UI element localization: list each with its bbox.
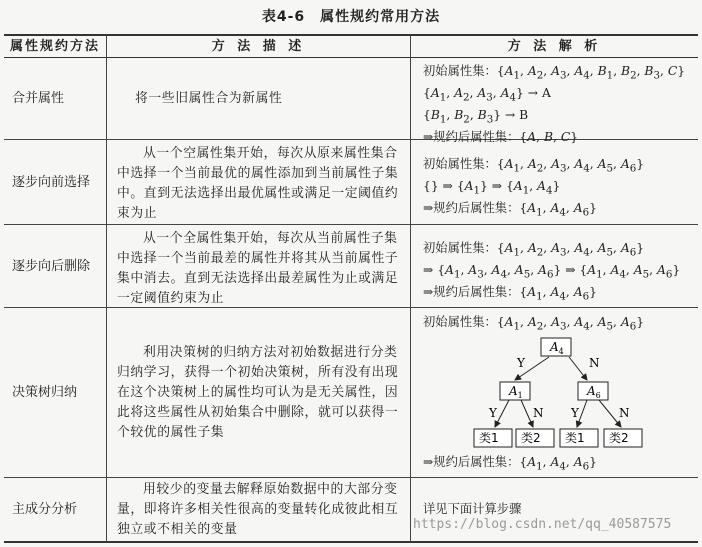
tree-label-yes: Y — [517, 356, 525, 370]
analysis-line: ⇒规约后属性集：{$A_1$, $A_4$, $A_6$} — [423, 284, 597, 303]
header-method: 属性规约方法 — [9, 39, 100, 54]
analysis-line: ⇒规约后属性集：{$A_1$, $A_4$, $A_6$} — [423, 200, 597, 219]
row-method-merge: 合并属性 — [12, 91, 65, 106]
analysis-line: {$A_1$, $A_2$, $A_3$, $A_4\} \to A$ — [423, 85, 551, 104]
tree-label-yes: Y — [571, 406, 579, 420]
analysis-line: 初始属性集：{$A_1$, $A_2$, $A_3$, $A_4$, $A_5$, $A_6$} — [423, 157, 645, 175]
watermark: https://blog.csdn.net/qq_40587575 — [413, 517, 672, 532]
tree-leaf-label: 类2 — [609, 431, 629, 445]
tree-label-no: N — [533, 406, 544, 420]
row-analysis-tree-result — [411, 454, 698, 476]
tree-node-a1-label: $A_1$ — [509, 384, 523, 400]
header-description: 方 法 描 述 — [211, 39, 306, 54]
tree-label-no: N — [619, 406, 630, 420]
tree-edge-root-right — [569, 357, 587, 380]
table-caption: 表4-6 属性规约常用方法 — [261, 9, 441, 25]
row-method-forward: 逐步向前选择 — [12, 174, 91, 190]
row-desc-pca: 用较少的变量去解释原始数据中的大部分变量，即将许多相关性很高的变量转化成彼此相互独立或不相关的变量 — [117, 482, 399, 537]
row-method-tree: 决策树归纳 — [12, 385, 78, 400]
tree-edge-a6-right — [599, 400, 621, 427]
analysis-line: {$B_1$, $B_2$, $B_3\} \to B$ — [423, 107, 529, 126]
tree-edge-a1-right — [521, 400, 533, 427]
row-desc-forward: 从一个空属性集开始，每次从原来属性集合中选择一个当前最优的属性添加到当前属性子集中。直到无法选择出最优属性或满足一定阈值约束为止 — [117, 146, 399, 221]
analysis-line: 初始属性集：{$A_1$, $A_2$, $A_3$, $A_4$, $A_5$, $A_6$} — [423, 241, 645, 259]
row-analysis-merge — [411, 63, 698, 146]
tree-leaf-label: 类2 — [521, 431, 541, 445]
row-method-backward: 逐步向后删除 — [12, 258, 91, 274]
tree-leaf-label: 类1 — [479, 431, 499, 445]
tree-leaf-label: 类1 — [565, 431, 585, 445]
decision-tree-diagram — [411, 332, 698, 454]
row-desc-backward: 从一个全属性集开始，每次从当前属性子集中选择一个当前最差的属性并将其从当前属性子集中消去。直到无法选择出最差属性为止或满足一定阈值约束为止 — [117, 231, 399, 306]
analysis-line: ⇒规约后属性集：{$A_1$, $A_4$, $A_6$} — [423, 455, 597, 473]
row-desc-tree — [107, 308, 410, 477]
tree-node-a6-label: $A_6$ — [587, 384, 601, 400]
row-desc-merge: 将一些旧属性合为新属性 — [135, 91, 283, 106]
header-analysis: 方 法 解 析 — [507, 39, 602, 54]
row-desc-tree-text: 利用决策树的归纳方法对初始数据进行分类归纳学习，获得一个初始决策树，所有没有出现在这个决策树上的属性均可认为是无关属性，因此将这些属性从初始集合中删除，就可以获得一个较优的属性子集 — [117, 344, 399, 440]
tree-edge-a1-left — [495, 400, 509, 427]
row-analysis-forward — [411, 156, 698, 222]
table-bottom-rule — [4, 541, 698, 543]
row-method-pca: 主成分分析 — [12, 502, 78, 517]
tree-node-root-label: $A_4$ — [550, 340, 564, 356]
analysis-line: ⇒规约后属性集：{A, B, C} — [423, 129, 579, 144]
row-analysis-backward — [411, 240, 698, 306]
analysis-line: {} ⇒ $\{A_1\}$ ⇒ {$A_1$, $A_4$} — [423, 178, 561, 197]
analysis-line: 详见下面计算步骤 — [423, 501, 522, 516]
analysis-line: 初始属性集：{$A_1$, $A_2$, $A_3$, $A_4$, $B_1$, $B_2$, $B_3$, C} — [423, 64, 686, 82]
analysis-line: 初始属性集：{$A_1$, $A_2$, $A_3$, $A_4$, $A_5$, $A_6$} — [423, 315, 645, 333]
tree-label-yes: Y — [489, 406, 497, 420]
analysis-line: ⇒ {$A_1$, $A_3$, $A_4$, $A_5$, $A_6$} ⇒ {$A_1$, $A_4$, $A_5$, $A_6$} — [423, 262, 681, 281]
attribute-reduction-table — [4, 34, 698, 542]
tree-label-no: N — [589, 356, 600, 370]
